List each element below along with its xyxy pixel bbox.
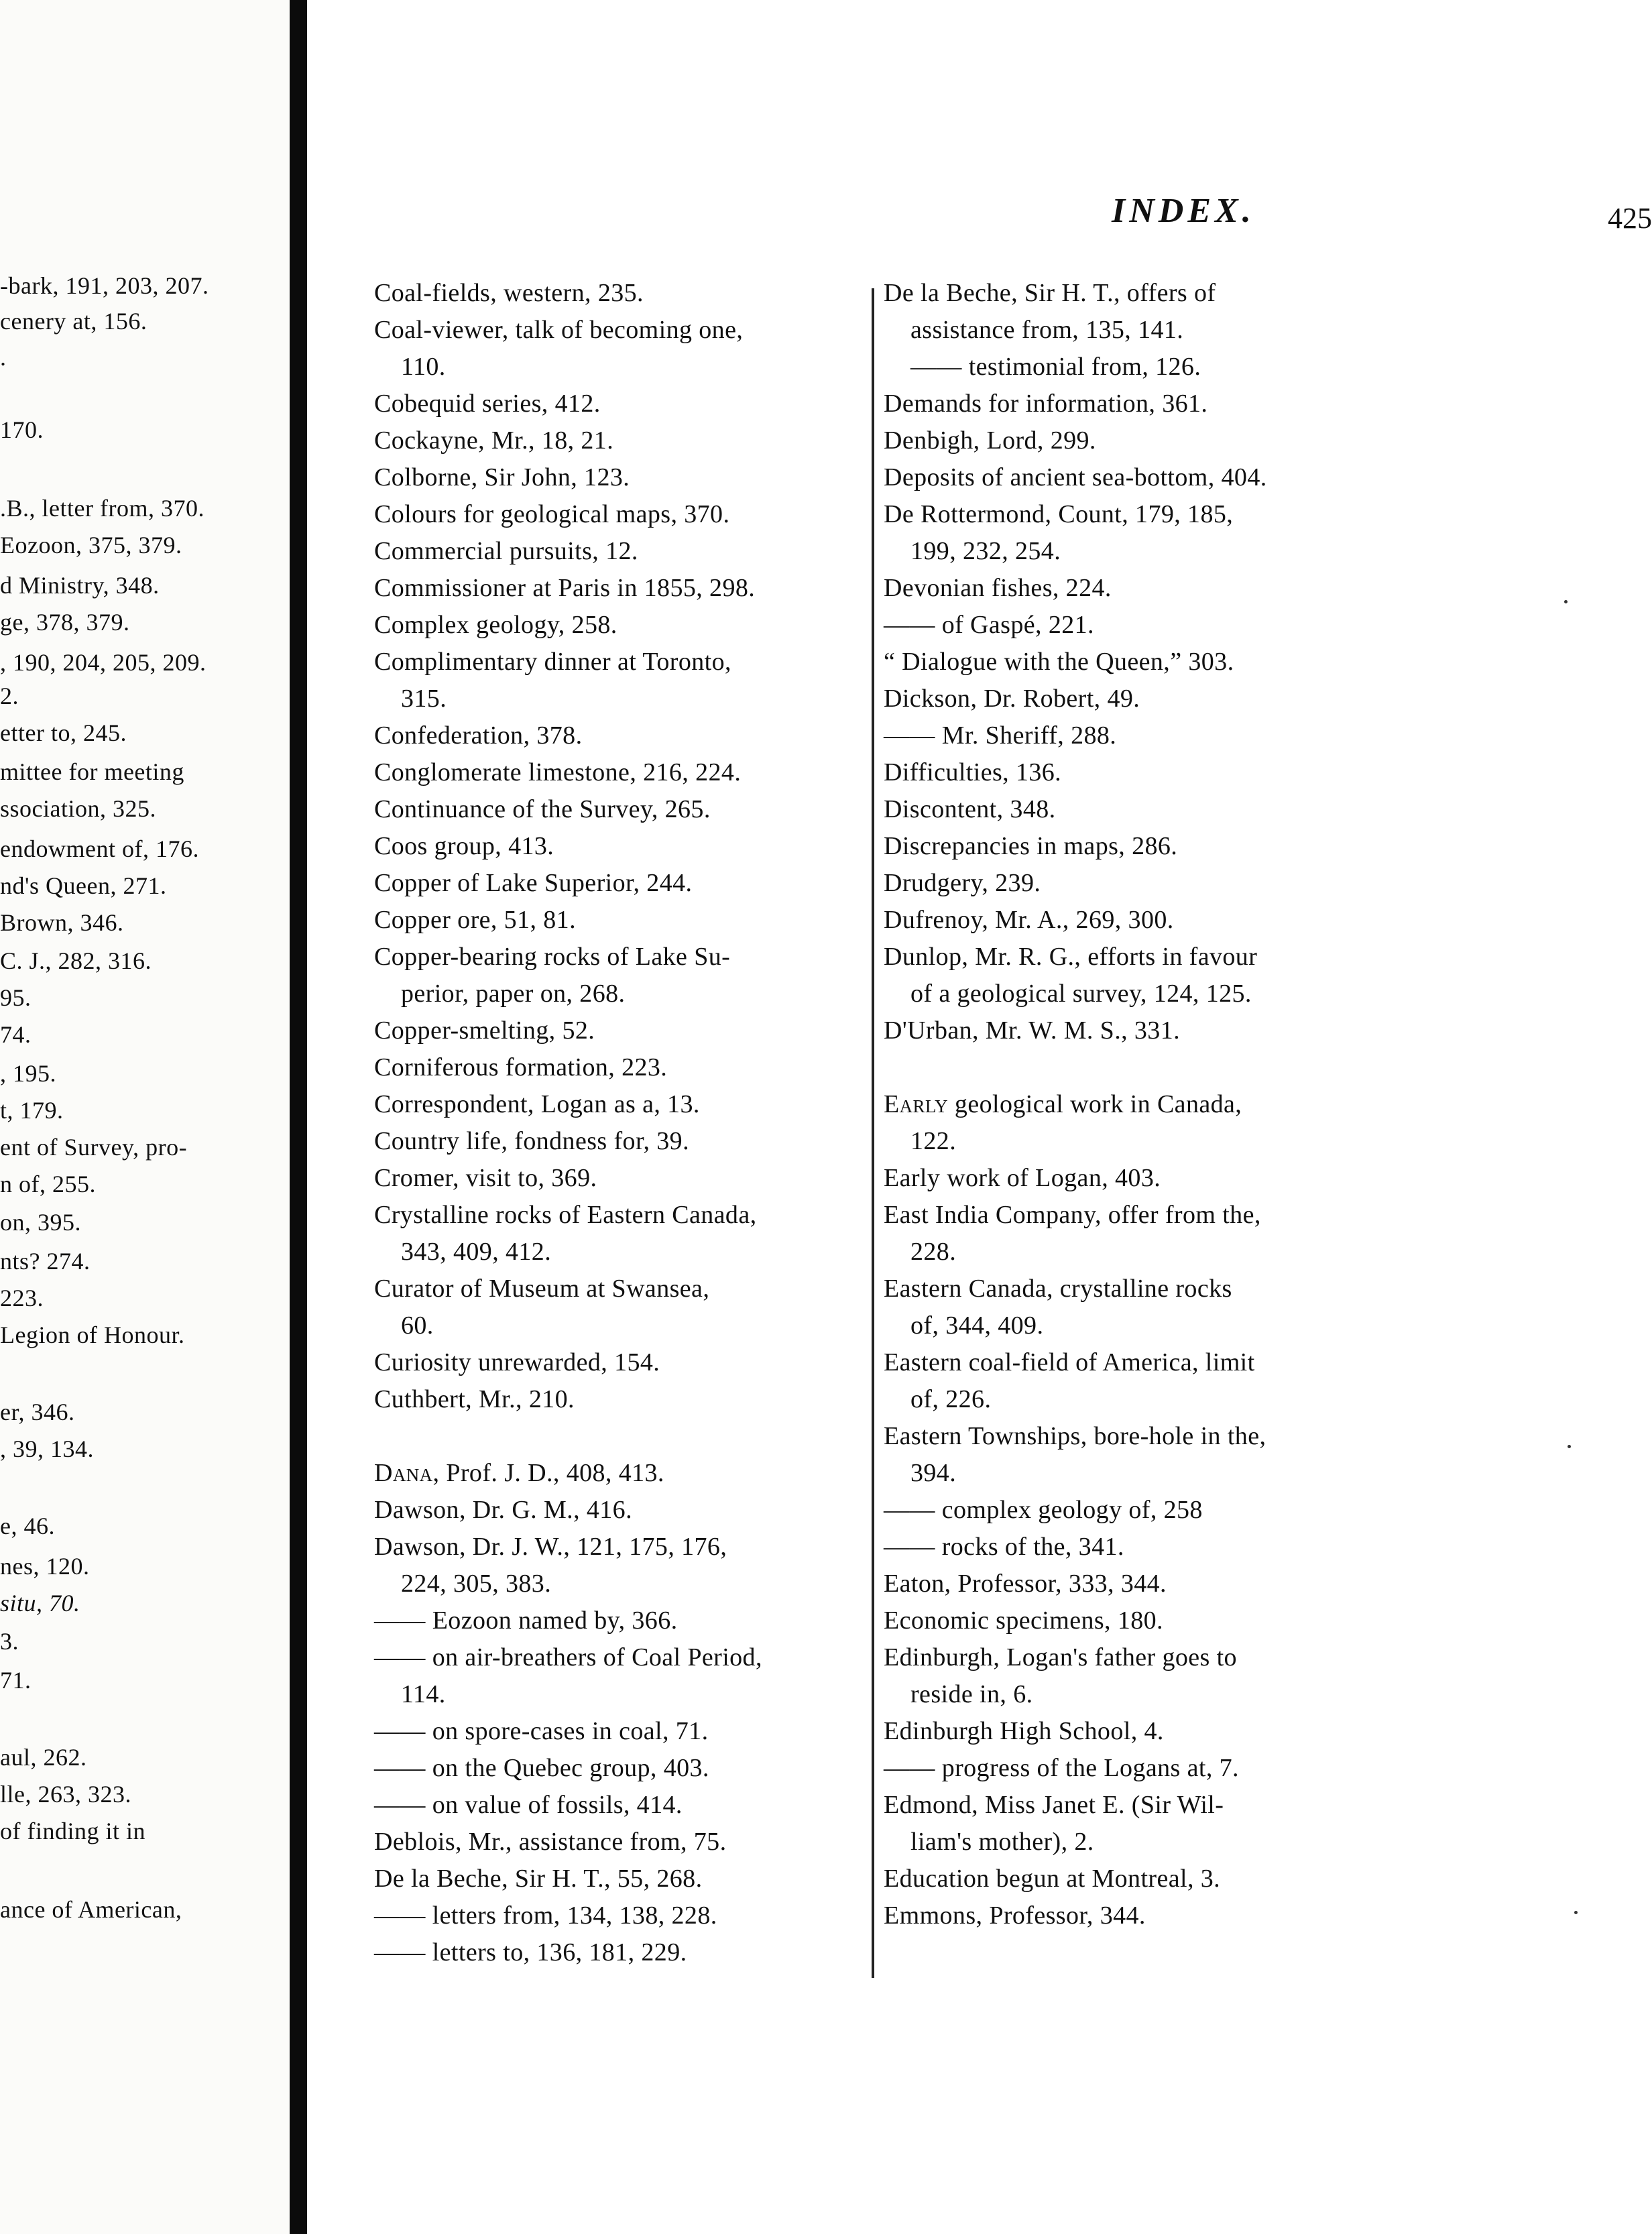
index-entry: —— Mr. Sheriff, 288. <box>884 721 1117 750</box>
index-entry-continuation: 343, 409, 412. <box>401 1238 552 1266</box>
index-entry: Deblois, Mr., assistance from, 75. <box>374 1828 727 1856</box>
index-entry: Eastern Canada, crystalline rocks <box>884 1275 1232 1303</box>
left-page-line: lle, 263, 323. <box>0 1781 131 1808</box>
index-entry: Edinburgh, Logan's father goes to <box>884 1643 1237 1671</box>
left-page-line: .B., letter from, 370. <box>0 495 204 522</box>
left-page-line: ssociation, 325. <box>0 795 156 822</box>
index-entry: Curiosity unrewarded, 154. <box>374 1348 660 1376</box>
left-page-line: n of, 255. <box>0 1171 96 1197</box>
index-entry: East India Company, offer from the, <box>884 1201 1261 1229</box>
index-entry: Dunlop, Mr. R. G., efforts in favour <box>884 943 1258 971</box>
index-entry-continuation: of, 344, 409. <box>910 1311 1044 1340</box>
speck <box>1568 1445 1571 1448</box>
index-entry: Coos group, 413. <box>374 832 554 860</box>
index-entry-continuation: 224, 305, 383. <box>401 1570 552 1598</box>
index-entry: De la Beche, Sir H. T., 55, 268. <box>374 1865 703 1893</box>
index-entry: Dufrenoy, Mr. A., 269, 300. <box>884 906 1174 934</box>
left-page-line: of finding it in <box>0 1818 145 1844</box>
index-entry: —— on air-breathers of Coal Period, <box>374 1643 762 1671</box>
index-entry: Early work of Logan, 403. <box>884 1164 1161 1192</box>
index-entry: Complex geology, 258. <box>374 611 617 639</box>
index-entry: Colborne, Sir John, 123. <box>374 463 630 491</box>
left-page-line: e, 46. <box>0 1513 55 1539</box>
left-page-line: -bark, 191, 203, 207. <box>0 272 209 299</box>
index-entry-continuation: perior, paper on, 268. <box>401 980 626 1008</box>
index-entry-continuation: 110. <box>401 353 446 381</box>
index-entry: —— Eozoon named by, 366. <box>374 1606 678 1635</box>
index-entry: —— on the Quebec group, 403. <box>374 1754 709 1782</box>
index-entry: Discontent, 348. <box>884 795 1056 823</box>
index-entry-continuation: 394. <box>910 1459 957 1487</box>
left-page-line: Legion of Honour. <box>0 1321 185 1348</box>
index-entry-continuation: 315. <box>401 685 447 713</box>
left-page-line: . <box>0 344 7 371</box>
index-entry: Conglomerate limestone, 216, 224. <box>374 758 742 786</box>
left-page-line: nts? 274. <box>0 1248 91 1275</box>
index-entry: Correspondent, Logan as a, 13. <box>374 1090 700 1118</box>
left-page-line: , 39, 134. <box>0 1435 94 1462</box>
index-entry: —— letters to, 136, 181, 229. <box>374 1938 687 1966</box>
index-entry: Country life, fondness for, 39. <box>374 1127 689 1155</box>
left-page-line: t, 179. <box>0 1097 64 1124</box>
index-entry: Corniferous formation, 223. <box>374 1053 668 1081</box>
index-entry-continuation: 122. <box>910 1127 957 1155</box>
index-entry: —— rocks of the, 341. <box>884 1533 1124 1561</box>
index-entry: De Rottermond, Count, 179, 185, <box>884 500 1234 528</box>
index-entry-continuation: 60. <box>401 1311 434 1340</box>
left-page-line: aul, 262. <box>0 1744 87 1771</box>
left-page-line: nd's Queen, 271. <box>0 872 167 899</box>
index-entry-continuation: 228. <box>910 1238 957 1266</box>
index-entry: Demands for information, 361. <box>884 390 1208 418</box>
index-entry-continuation: reside in, 6. <box>910 1680 1033 1708</box>
column-divider <box>872 288 874 1978</box>
left-page-line: , 190, 204, 205, 209. <box>0 649 206 676</box>
index-entry-continuation: —— testimonial from, 126. <box>910 353 1201 381</box>
index-entry: Commissioner at Paris in 1855, 298. <box>374 574 756 602</box>
index-entry: Denbigh, Lord, 299. <box>884 426 1096 455</box>
index-entry: De la Beche, Sir H. T., offers of <box>884 279 1216 307</box>
speck <box>1564 600 1568 603</box>
index-entry: Discrepancies in maps, 286. <box>884 832 1178 860</box>
index-entry: Early geological work in Canada, <box>884 1090 1242 1118</box>
index-entry: Eaton, Professor, 333, 344. <box>884 1570 1167 1598</box>
index-entry: Cuthbert, Mr., 210. <box>374 1385 575 1413</box>
left-page-line: on, 395. <box>0 1209 81 1236</box>
index-entry: Economic specimens, 180. <box>884 1606 1163 1635</box>
left-page-line: Brown, 346. <box>0 909 124 936</box>
left-page-line: 170. <box>0 416 44 443</box>
index-entry: —— on spore-cases in coal, 71. <box>374 1717 709 1745</box>
index-entry-continuation: assistance from, 135, 141. <box>910 316 1184 344</box>
index-entry: Drudgery, 239. <box>884 869 1041 897</box>
index-entry-continuation: liam's mother), 2. <box>910 1828 1094 1856</box>
section-gap <box>374 1418 857 1455</box>
index-entry: Complimentary dinner at Toronto, <box>374 648 731 676</box>
index-entry: Dana, Prof. J. D., 408, 413. <box>374 1459 664 1487</box>
left-page-line: ent of Survey, pro- <box>0 1134 188 1161</box>
index-entry-continuation: 114. <box>401 1680 446 1708</box>
index-entry: Deposits of ancient sea-bottom, 404. <box>884 463 1267 491</box>
index-entry-continuation: of, 226. <box>910 1385 992 1413</box>
left-page-line: etter to, 245. <box>0 719 127 746</box>
index-entry: —— progress of the Logans at, 7. <box>884 1754 1239 1782</box>
index-entry-continuation: of a geological survey, 124, 125. <box>910 980 1252 1008</box>
left-page-line: situ, 70. <box>0 1590 80 1616</box>
left-page-line: d Ministry, 348. <box>0 572 160 599</box>
left-page-line: mittee for meeting <box>0 758 184 785</box>
section-gap <box>884 1049 1594 1086</box>
index-entry: —— letters from, 134, 138, 228. <box>374 1901 717 1930</box>
index-entry: Copper of Lake Superior, 244. <box>374 869 693 897</box>
index-entry: Emmons, Professor, 344. <box>884 1901 1146 1930</box>
index-entry: Cobequid series, 412. <box>374 390 601 418</box>
index-entry: Copper ore, 51, 81. <box>374 906 576 934</box>
index-entry: D'Urban, Mr. W. M. S., 331. <box>884 1016 1181 1045</box>
index-entry: —— complex geology of, 258 <box>884 1496 1203 1524</box>
left-page-line: 3. <box>0 1628 19 1655</box>
index-entry: Dawson, Dr. J. W., 121, 175, 176, <box>374 1533 727 1561</box>
left-page-line: , 195. <box>0 1060 56 1087</box>
index-entry: Devonian fishes, 224. <box>884 574 1112 602</box>
left-page-line: 74. <box>0 1021 32 1048</box>
left-page-line: nes, 120. <box>0 1553 90 1580</box>
index-entry: Crystalline rocks of Eastern Canada, <box>374 1201 757 1229</box>
index-entry: —— on value of fossils, 414. <box>374 1791 683 1819</box>
left-page-line: ge, 378, 379. <box>0 609 130 636</box>
index-entry: “ Dialogue with the Queen,” 303. <box>884 648 1234 676</box>
index-entry: Eastern coal-field of America, limit <box>884 1348 1255 1376</box>
left-page-line: C. J., 282, 316. <box>0 947 152 974</box>
index-entry: Copper-bearing rocks of Lake Su- <box>374 943 731 971</box>
index-entry: Edinburgh High School, 4. <box>884 1717 1164 1745</box>
left-page-fragment <box>0 0 295 2234</box>
index-entry: Cockayne, Mr., 18, 21. <box>374 426 614 455</box>
index-column-right <box>884 275 1594 1934</box>
index-entry: Eastern Townships, bore-hole in the, <box>884 1422 1266 1450</box>
left-page-line: 71. <box>0 1667 32 1694</box>
right-page <box>307 0 1652 2234</box>
left-page-line: 95. <box>0 984 32 1011</box>
index-entry: Education begun at Montreal, 3. <box>884 1865 1221 1893</box>
index-entry: Edmond, Miss Janet E. (Sir Wil- <box>884 1791 1224 1819</box>
speck <box>1574 1911 1578 1914</box>
index-entry: Difficulties, 136. <box>884 758 1062 786</box>
page-number: 425 <box>1608 202 1652 235</box>
index-entry: Dawson, Dr. G. M., 416. <box>374 1496 632 1524</box>
index-entry: —— of Gaspé, 221. <box>884 611 1094 639</box>
index-entry: Dickson, Dr. Robert, 49. <box>884 685 1140 713</box>
index-entry: Coal-viewer, talk of becoming one, <box>374 316 744 344</box>
index-entry: Colours for geological maps, 370. <box>374 500 730 528</box>
index-entry: Commercial pursuits, 12. <box>374 537 638 565</box>
left-page-line: cenery at, 156. <box>0 308 148 335</box>
index-entry: Curator of Museum at Swansea, <box>374 1275 710 1303</box>
left-page-line: 223. <box>0 1285 44 1311</box>
index-entry: Confederation, 378. <box>374 721 583 750</box>
left-page-line: ance of American, <box>0 1896 182 1923</box>
left-page-line: er, 346. <box>0 1399 75 1425</box>
index-column-left <box>374 275 857 1971</box>
book-gutter <box>290 0 307 2234</box>
index-entry: Continuance of the Survey, 265. <box>374 795 711 823</box>
index-entry: Cromer, visit to, 369. <box>374 1164 597 1192</box>
index-entry: Coal-fields, western, 235. <box>374 279 644 307</box>
page-title: INDEX. <box>1112 192 1255 230</box>
left-page-line: endowment of, 176. <box>0 835 199 862</box>
left-page-line: Eozoon, 375, 379. <box>0 532 182 558</box>
index-entry: Copper-smelting, 52. <box>374 1016 595 1045</box>
index-entry-continuation: 199, 232, 254. <box>910 537 1061 565</box>
left-page-line: 2. <box>0 683 19 709</box>
